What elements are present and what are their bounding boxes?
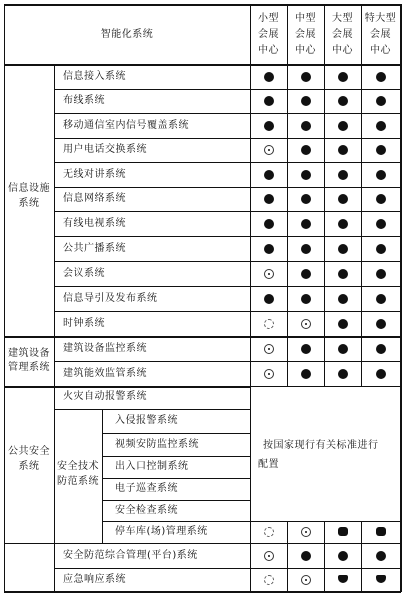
system-name: 视频安防监控系统 [115, 438, 199, 450]
mark-full [338, 96, 348, 106]
h-rule [54, 162, 400, 163]
group-label-safety: 公共安全 [8, 446, 50, 457]
v-rule [361, 543, 362, 591]
mark-empty [264, 575, 274, 585]
mark-full [301, 244, 311, 254]
system-name: 无线对讲系统 [63, 168, 126, 180]
center-size-header: 大型 [332, 13, 353, 24]
h-rule [54, 311, 400, 312]
system-name: 信息导引及发布系统 [63, 292, 158, 304]
mark-full [301, 344, 311, 354]
mark-full [338, 121, 348, 131]
mark-dot [301, 527, 311, 537]
mark-dot [264, 369, 274, 379]
system-name: 火灾自动报警系统 [63, 391, 147, 402]
system-name: 出入口控制系统 [115, 461, 189, 472]
h-rule [54, 568, 400, 569]
mark-full [338, 551, 348, 561]
mark-full [264, 194, 274, 204]
mark-full [301, 269, 311, 279]
h-rule [54, 138, 400, 139]
mark-dot [264, 344, 274, 354]
mark-blk [338, 527, 348, 536]
merged-note-cell [251, 387, 400, 521]
group-label-info: 信息设施 [8, 183, 50, 194]
h-rule [102, 478, 250, 479]
mark-full [338, 194, 348, 204]
mark-full [264, 170, 274, 180]
system-name: 公共广播系统 [63, 242, 126, 254]
mark-full [376, 319, 386, 329]
h-rule [102, 456, 250, 457]
mark-full [338, 244, 348, 254]
group-label-bldg: 管理系统 [8, 362, 50, 373]
system-name: 有线电视系统 [63, 217, 126, 229]
v-rule [102, 409, 103, 543]
h-rule [54, 409, 250, 410]
mark-full [376, 121, 386, 131]
h-rule [54, 261, 400, 262]
center-size-header: 会展 [332, 29, 353, 40]
system-name: 安全检查系统 [115, 504, 178, 516]
system-name: 电子巡查系统 [115, 483, 178, 494]
center-size-header: 会展 [370, 29, 391, 40]
system-name: 停车库(场)管理系统 [115, 526, 208, 537]
mark-dot [264, 145, 274, 155]
mark-full [338, 219, 348, 229]
mark-full [338, 145, 348, 155]
mark-full [338, 294, 348, 304]
mark-full [301, 294, 311, 304]
mark-full [376, 551, 386, 561]
mark-full [338, 319, 348, 329]
mark-full [376, 369, 386, 379]
mark-full [264, 72, 274, 82]
mark-full [338, 369, 348, 379]
system-name: 安全防范综合管理(平台)系统 [63, 549, 198, 561]
h-rule [4, 336, 400, 338]
merged-note-text: 按国家现行有关标准进行 [263, 440, 379, 451]
v-rule [324, 543, 325, 591]
center-size-header: 会展 [295, 29, 316, 40]
center-size-header: 中心 [295, 45, 316, 56]
h-rule [54, 113, 400, 114]
mark-tiny [338, 575, 348, 583]
system-name: 布线系统 [63, 95, 105, 106]
group-label-bldg: 建筑设备 [8, 348, 50, 359]
mark-full [338, 269, 348, 279]
system-name: 应急响应系统 [63, 573, 126, 585]
center-size-header: 会展 [258, 29, 279, 40]
mark-full [301, 194, 311, 204]
h-rule [54, 187, 400, 188]
mark-full [264, 219, 274, 229]
group-label-sectech: 安全技术 [57, 461, 99, 472]
h-rule [4, 591, 401, 593]
mark-tiny [376, 575, 386, 583]
v-rule [400, 4, 402, 592]
mark-full [301, 96, 311, 106]
h-rule [4, 543, 400, 544]
merged-note-text: 配置 [258, 459, 279, 470]
mark-full [301, 369, 311, 379]
system-name: 用户电话交换系统 [63, 144, 147, 155]
mark-dot [301, 575, 311, 585]
v-rule [54, 543, 55, 591]
v-rule [287, 543, 288, 591]
system-name: 入侵报警系统 [115, 415, 178, 426]
h-rule [54, 89, 400, 90]
mark-full [376, 194, 386, 204]
h-rule [54, 236, 400, 237]
mark-dot [301, 319, 311, 329]
mark-full [264, 96, 274, 106]
h-rule [250, 521, 400, 522]
system-name: 信息网络系统 [63, 193, 126, 204]
mark-full [301, 170, 311, 180]
mark-full [264, 244, 274, 254]
h-rule [102, 500, 250, 501]
v-rule [4, 4, 5, 591]
mark-blk [376, 527, 386, 536]
center-size-header: 小型 [258, 13, 279, 24]
system-name: 建筑能效监管系统 [63, 367, 147, 379]
mark-full [338, 344, 348, 354]
h-rule [54, 286, 400, 287]
h-rule [54, 211, 400, 212]
h-rule [54, 361, 400, 362]
group-label-safety: 系统 [18, 461, 40, 472]
system-column-header: 智能化系统 [100, 29, 154, 40]
center-size-header: 中心 [332, 45, 353, 56]
mark-full [376, 344, 386, 354]
h-rule [4, 4, 400, 6]
mark-full [301, 219, 311, 229]
mark-full [264, 121, 274, 131]
mark-dot [264, 551, 274, 561]
system-name: 时钟系统 [63, 317, 105, 329]
center-size-header: 中心 [258, 45, 279, 56]
group-label-info: 系统 [18, 198, 40, 209]
mark-full [338, 72, 348, 82]
mark-full [376, 219, 386, 229]
system-name: 信息接入系统 [63, 70, 126, 82]
mark-full [376, 269, 386, 279]
system-name: 会议系统 [63, 267, 105, 279]
mark-full [264, 294, 274, 304]
system-name: 建筑设备监控系统 [63, 342, 147, 354]
h-rule [102, 433, 250, 434]
mark-full [338, 170, 348, 180]
mark-dot [264, 269, 274, 279]
mark-full [376, 145, 386, 155]
mark-full [301, 145, 311, 155]
center-size-header: 中型 [295, 13, 316, 24]
mark-empty [264, 319, 274, 329]
mark-full [376, 244, 386, 254]
system-name: 移动通信室内信号覆盖系统 [63, 119, 189, 131]
mark-full [301, 551, 311, 561]
mark-full [376, 294, 386, 304]
group-label-sectech: 防范系统 [57, 476, 99, 487]
mark-full [376, 72, 386, 82]
h-rule [4, 64, 400, 66]
mark-full [301, 121, 311, 131]
mark-full [376, 170, 386, 180]
mark-empty [264, 527, 274, 537]
h-rule [102, 521, 250, 522]
center-size-header: 特大型 [364, 13, 397, 24]
mark-full [301, 72, 311, 82]
center-size-header: 中心 [370, 45, 391, 56]
mark-full [376, 96, 386, 106]
